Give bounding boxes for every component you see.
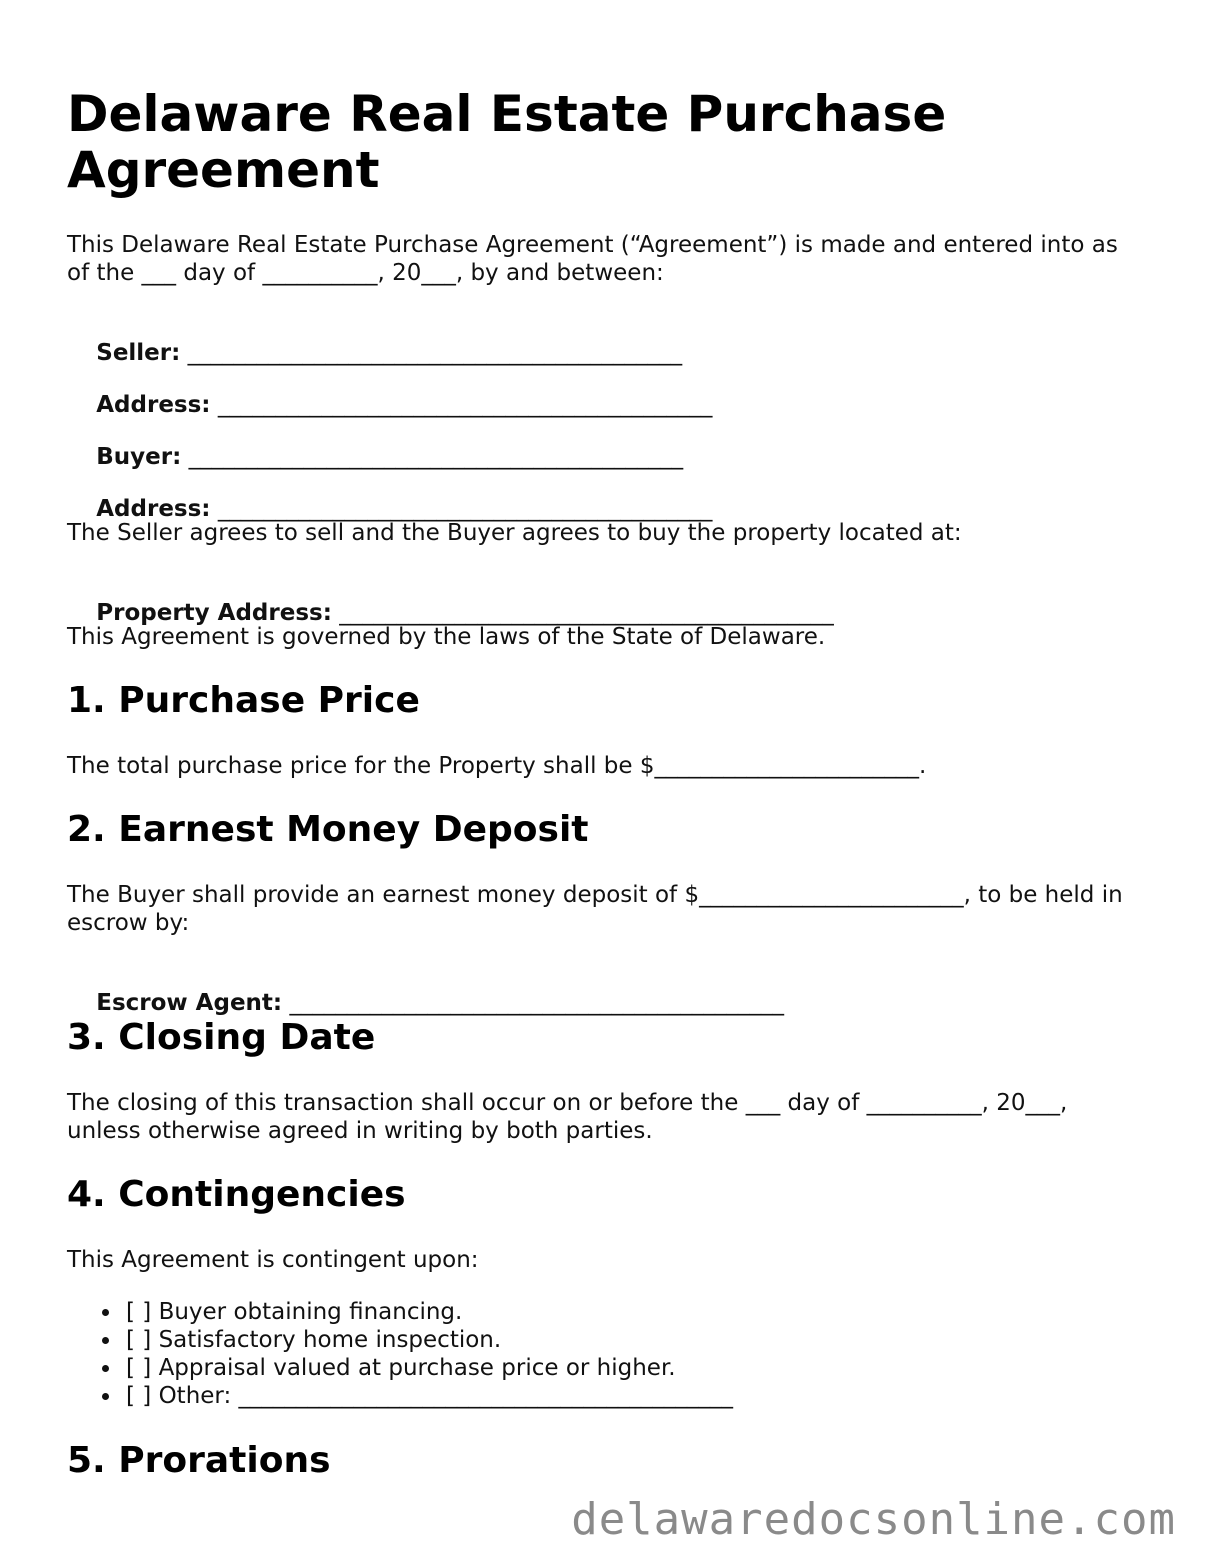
seller-blank: ___________________________________________: [187, 340, 683, 366]
earnest-money-paragraph: The Buyer shall provide an earnest money deposit of $_______________________, to be held in escrow by:: [67, 882, 1123, 936]
property-address-label: Property Address:: [96, 600, 332, 626]
closing-date-paragraph: The closing of this transaction shall occur on or before the ___ day of __________, 20___, unless otherwise agreed in writing by both parties.: [67, 1090, 1068, 1144]
list-item: [ ] Buyer obtaining financing.: [67, 1298, 733, 1326]
governing-law-paragraph: This Agreement is governed by the laws of the State of Delaware.: [67, 624, 826, 650]
agree-paragraph: The Seller agrees to sell and the Buyer agrees to buy the property located at:: [67, 520, 962, 546]
purchase-price-paragraph: The total purchase price for the Property shall be $_______________________.: [67, 753, 927, 779]
buyer-blank: ___________________________________________: [188, 444, 684, 470]
list-item: [ ] Satisfactory home inspection.: [67, 1326, 733, 1354]
buyer-address-label: Address:: [96, 496, 211, 522]
list-item: [ ] Other: ___________________________________________: [67, 1382, 733, 1410]
escrow-agent-blank: ___________________________________________: [289, 990, 784, 1016]
seller-address-label: Address:: [96, 392, 211, 418]
heading-contingencies: 4. Contingencies: [67, 1174, 406, 1215]
intro-paragraph: This Delaware Real Estate Purchase Agreement (“Agreement”) is made and entered into as of the ___ day of __________, 20___, by and between:: [67, 232, 1118, 286]
heading-purchase-price: 1. Purchase Price: [67, 680, 420, 721]
contingencies-paragraph: This Agreement is contingent upon:: [67, 1247, 479, 1273]
contingencies-list: [67, 1298, 733, 1410]
watermark: delawaredocsonline.com: [571, 1494, 1176, 1545]
seller-address-blank: ___________________________________________: [217, 392, 713, 418]
buyer-label: Buyer:: [96, 444, 182, 470]
buyer-address-blank: ___________________________________________: [217, 496, 713, 522]
seller-label: Seller:: [96, 340, 181, 366]
heading-closing-date: 3. Closing Date: [67, 1017, 376, 1058]
escrow-agent-label: Escrow Agent:: [96, 990, 283, 1016]
list-item: [ ] Appraisal valued at purchase price or higher.: [67, 1354, 733, 1382]
heading-prorations: 5. Prorations: [67, 1440, 331, 1481]
heading-earnest-money: 2. Earnest Money Deposit: [67, 809, 589, 850]
property-address-blank: ___________________________________________: [339, 600, 834, 626]
document-title: Delaware Real Estate Purchase Agreement: [67, 85, 947, 199]
